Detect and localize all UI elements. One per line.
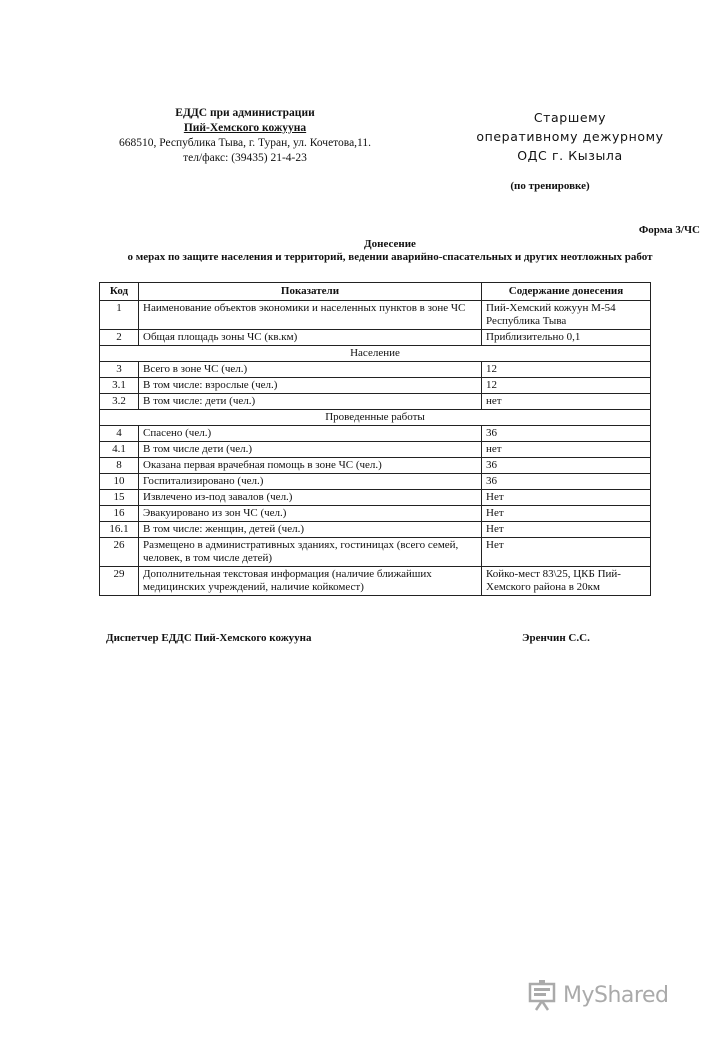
cell-indicator: Всего в зоне ЧС (чел.) <box>139 362 482 378</box>
cell-code: 29 <box>100 567 139 596</box>
table-section-row <box>100 410 651 426</box>
table-row <box>100 458 651 474</box>
cell-value: 36 <box>482 458 651 474</box>
cell-value: Нет <box>482 490 651 506</box>
cell-indicator: Извлечено из-под завалов (чел.) <box>139 490 482 506</box>
cell-value: Приблизительно 0,1 <box>482 330 651 346</box>
cell-value: нет <box>482 394 651 410</box>
sender-org: ЕДДС при администрации <box>175 107 315 119</box>
table-row <box>100 362 651 378</box>
sender-block <box>110 106 380 166</box>
recipient-line3: ОДС г. Кызыла <box>517 148 623 163</box>
table-row <box>100 567 651 596</box>
cell-indicator: Госпитализировано (чел.) <box>139 474 482 490</box>
cell-code: 4 <box>100 426 139 442</box>
watermark <box>527 978 668 1012</box>
form-label: Форма 3/ЧС <box>638 224 700 236</box>
cell-indicator: Наименование объектов экономики и населенных пунктов в зоне ЧС <box>139 301 482 330</box>
cell-value: 36 <box>482 426 651 442</box>
training-note: (по тренировке) <box>510 180 590 192</box>
cell-code: 3.2 <box>100 394 139 410</box>
cell-value: Нет <box>482 506 651 522</box>
cell-code: 15 <box>100 490 139 506</box>
report-title-main: Донесение <box>364 238 416 250</box>
table-row <box>100 490 651 506</box>
cell-indicator: Размещено в административных зданиях, гостиницах (всего семей, человек, в том числе детей) <box>139 538 482 567</box>
sender-org-district: Пий-Хемского кожууна <box>183 122 307 134</box>
cell-value: 12 <box>482 378 651 394</box>
table-row <box>100 506 651 522</box>
sender-address: 668510, Республика Тыва, г. Туран, ул. Кочетова,11. <box>118 137 372 149</box>
cell-code: 26 <box>100 538 139 567</box>
recipient-line2: оперативному дежурному <box>476 129 664 144</box>
table-header-row <box>100 283 651 301</box>
cell-code: 10 <box>100 474 139 490</box>
report-table <box>99 282 651 596</box>
cell-indicator: В том числе: взрослые (чел.) <box>139 378 482 394</box>
signature-name: Эренчин С.С. <box>522 632 590 644</box>
header-code: Код <box>100 283 139 301</box>
report-title-subject: о мерах по защите населения и территорий, ведении аварийно-спасательных и других неотложных работ <box>127 251 653 263</box>
header-value: Содержание донесения <box>482 283 651 301</box>
table-row <box>100 394 651 410</box>
table-row <box>100 474 651 490</box>
cell-value: 12 <box>482 362 651 378</box>
watermark-text: MyShared <box>563 982 669 1008</box>
report-title <box>100 238 680 264</box>
presentation-board-icon <box>527 979 557 1011</box>
section-label: Проведенные работы <box>100 410 651 426</box>
table-row <box>100 301 651 330</box>
header-indicator: Показатели <box>139 283 482 301</box>
cell-indicator: Спасено (чел.) <box>139 426 482 442</box>
cell-indicator: В том числе: дети (чел.) <box>139 394 482 410</box>
cell-code: 16.1 <box>100 522 139 538</box>
cell-code: 3 <box>100 362 139 378</box>
sender-phone: тел/факс: (39435) 21-4-23 <box>183 152 307 164</box>
table-row <box>100 426 651 442</box>
cell-value: Койко-мест 83\25, ЦКБ Пий-Хемского района в 20км <box>482 567 651 596</box>
cell-indicator: Оказана первая врачебная помощь в зоне ЧС (чел.) <box>139 458 482 474</box>
table-row <box>100 378 651 394</box>
table-row <box>100 330 651 346</box>
cell-code: 1 <box>100 301 139 330</box>
cell-code: 8 <box>100 458 139 474</box>
table-row <box>100 522 651 538</box>
recipient-block <box>450 108 690 165</box>
cell-code: 2 <box>100 330 139 346</box>
section-label: Население <box>100 346 651 362</box>
cell-value: Пий-Хемский кожуун М-54 Республика Тыва <box>482 301 651 330</box>
cell-code: 3.1 <box>100 378 139 394</box>
cell-value: 36 <box>482 474 651 490</box>
cell-indicator: Эвакуировано из зон ЧС (чел.) <box>139 506 482 522</box>
cell-indicator: Общая площадь зоны ЧС (кв.км) <box>139 330 482 346</box>
cell-value: Нет <box>482 538 651 567</box>
report-table-body <box>100 301 651 596</box>
cell-indicator: В том числе: женщин, детей (чел.) <box>139 522 482 538</box>
recipient-line1: Старшему <box>533 110 607 125</box>
table-row <box>100 442 651 458</box>
signature-position: Диспетчер ЕДДС Пий-Хемского кожууна <box>106 632 312 644</box>
cell-indicator: Дополнительная текстовая информация (наличие ближайших медицинских учреждений, наличие койкомест) <box>139 567 482 596</box>
cell-code: 4.1 <box>100 442 139 458</box>
cell-value: Нет <box>482 522 651 538</box>
table-section-row <box>100 346 651 362</box>
cell-value: нет <box>482 442 651 458</box>
cell-indicator: В том числе дети (чел.) <box>139 442 482 458</box>
cell-code: 16 <box>100 506 139 522</box>
table-row <box>100 538 651 567</box>
